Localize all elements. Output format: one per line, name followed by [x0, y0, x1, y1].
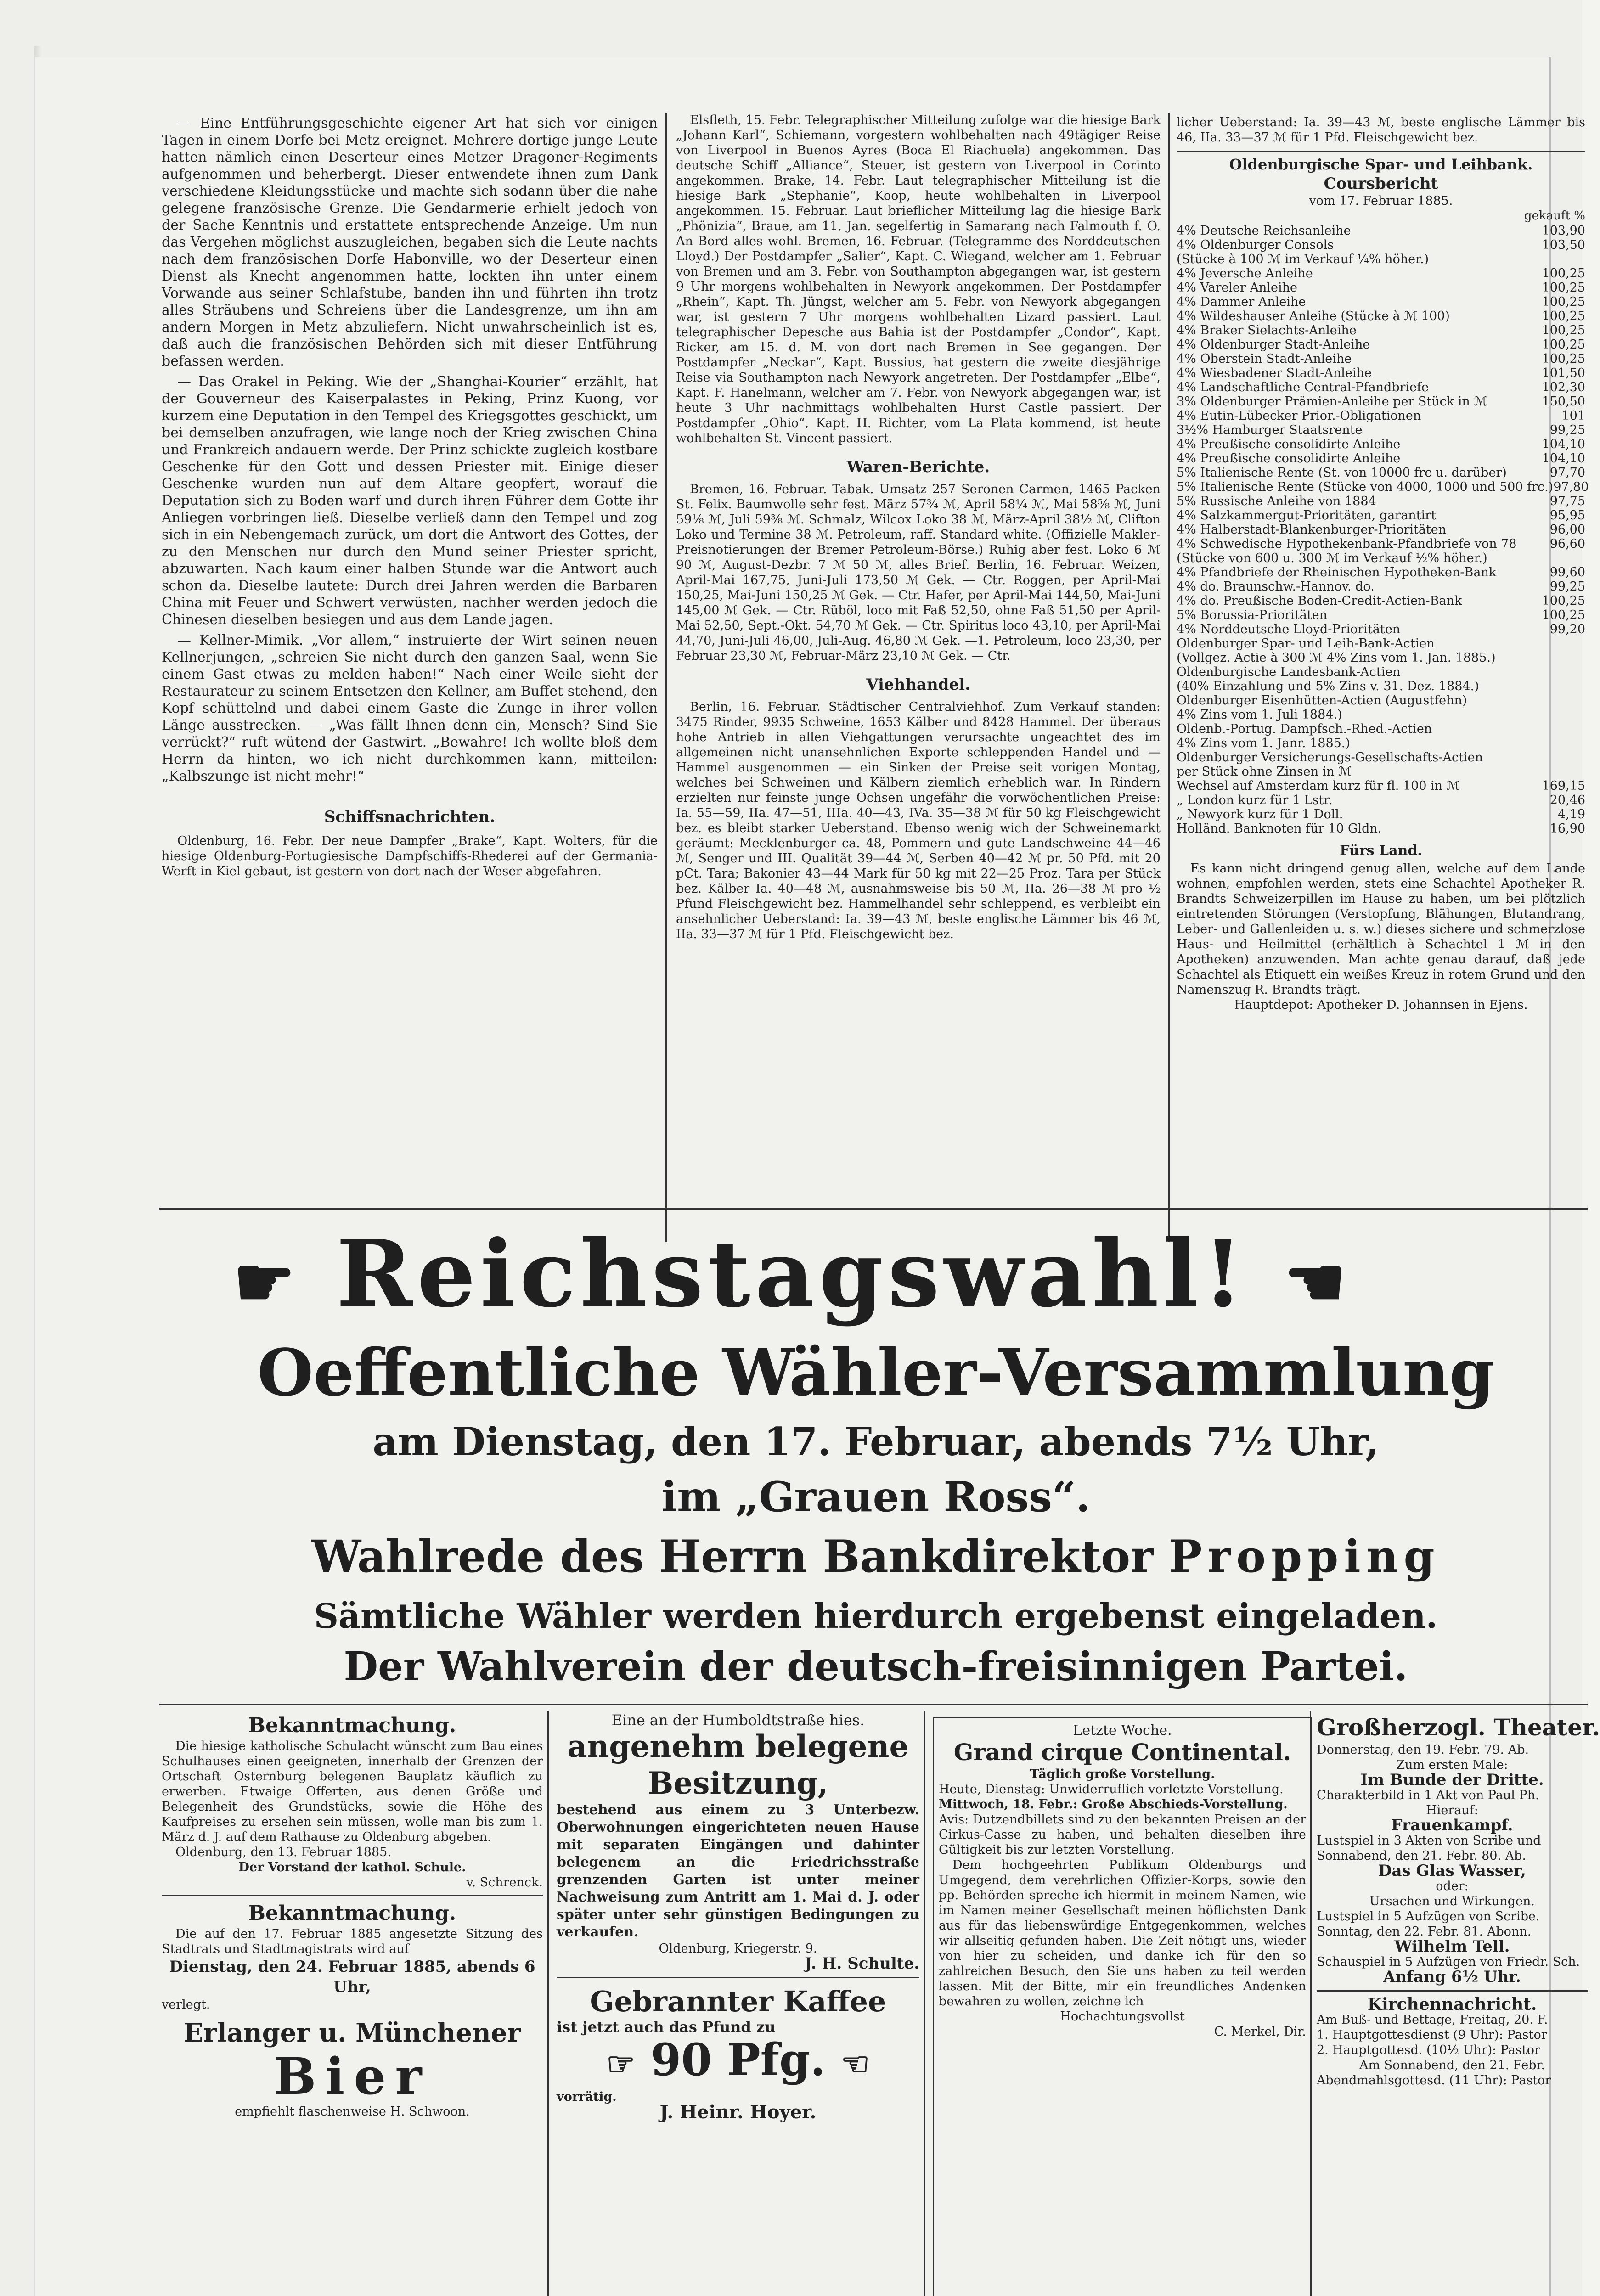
coursbericht-row	[1177, 266, 1585, 281]
coursbericht-row	[1177, 807, 1585, 822]
security-price	[1530, 765, 1585, 779]
security-price	[1530, 636, 1585, 651]
security-price: 96,60	[1549, 537, 1585, 551]
coursbericht-row	[1177, 466, 1585, 480]
security-name: Oldenburger Eisenhütten-Actien (Augustfehn)	[1177, 693, 1467, 708]
circus-signature: C. Merkel, Dir.	[1214, 2025, 1306, 2039]
heading-fuers-land: Fürs Land.	[1340, 843, 1422, 859]
security-price: 99,25	[1549, 580, 1585, 594]
theater-line-3: Im Bunde der Dritte.	[1360, 1771, 1544, 1789]
bekanntmachung2-heading: Bekanntmachung.	[248, 1902, 456, 1925]
coursbericht-row	[1177, 665, 1585, 679]
theater-line-4: Charakterbild in 1 Akt von Paul Ph.	[1317, 1788, 1539, 1802]
security-price: 103,90	[1542, 224, 1585, 238]
security-price: 100,25	[1542, 608, 1585, 622]
kaffee-vorraetig: vorrätig.	[557, 2090, 617, 2104]
security-name: Oldenb.-Portug. Dampfsch.-Rhed.-Actien	[1177, 722, 1432, 736]
coursbericht-row	[1177, 409, 1585, 423]
coursbericht-row	[1177, 323, 1585, 338]
theater-line-12: Lustspiel in 5 Aufzügen von Scribe.	[1317, 1909, 1540, 1924]
coursbericht-row	[1177, 793, 1585, 807]
kirchennachricht-line-5: Abendmahlsgottesd. (11 Uhr): Pastor	[1317, 2073, 1551, 2088]
coursbericht-row	[1177, 693, 1585, 708]
security-price: 16,90	[1549, 822, 1585, 836]
security-price: 100,25	[1542, 309, 1585, 323]
security-name: 4% Eutin-Lübecker Prior.-Obligationen	[1177, 409, 1421, 423]
circus-sub: Täglich große Vorstellung.	[1030, 1767, 1215, 1781]
security-price: 150,50	[1542, 394, 1585, 409]
coursbericht-table	[1177, 224, 1589, 836]
banner-speaker	[164, 1527, 1588, 1587]
coursbericht-row	[1177, 565, 1585, 580]
security-price	[1530, 736, 1585, 750]
theater-line-7: Lustspiel in 3 Akten von Scribe und	[1317, 1834, 1541, 1848]
coursbericht-row	[1177, 281, 1585, 295]
pointing-hand-left-icon: ☛	[233, 1242, 300, 1322]
security-name: „ Newyork kurz für 1 Doll.	[1177, 807, 1343, 822]
ship-news-oldenburg: Oldenburg, 16. Febr. Der neue Dampfer „Brake“, Kapt. Wolters, für die hiesige Oldenburg-Portugiesische Dampfschiffs-Rhederei auf der Germania-Werft in Kiel gebaut, ist gestern von dort nach der Weser abgefahren.	[162, 834, 658, 878]
besitzung-place: Oldenburg, Kriegerstr. 9.	[659, 1941, 817, 1956]
coursbericht-row	[1177, 366, 1585, 380]
security-price: 100,25	[1542, 594, 1585, 608]
ad-bekanntmachung-schule	[162, 1713, 543, 2291]
security-price: 97,75	[1549, 494, 1585, 508]
security-price: 104,10	[1542, 451, 1585, 466]
security-price: 104,10	[1542, 437, 1585, 451]
kirchennachricht-line-3: 2. Hauptgottesd. (10½ Uhr): Pastor	[1317, 2043, 1540, 2057]
coursbericht-row	[1177, 523, 1585, 537]
theater-line-10: oder:	[1436, 1879, 1469, 1893]
security-name: 4% Zins vom 1. Janr. 1885.)	[1177, 736, 1350, 750]
circus-close: Hochachtungsvollst	[1060, 2009, 1185, 2024]
security-price: 169,15	[1542, 779, 1585, 793]
column-divider	[924, 1711, 925, 2296]
security-name: 3% Oldenburger Prämien-Anleihe per Stück in ℳ	[1177, 394, 1487, 409]
security-price	[1530, 708, 1585, 722]
besitzung-title: Besitzung,	[648, 1765, 828, 1801]
bier-ad-heading: Erlanger u. Münchener	[184, 2018, 521, 2048]
security-name: 4% Jeversche Anleihe	[1177, 266, 1313, 281]
coursbericht-row	[1177, 651, 1585, 665]
security-price: 100,25	[1542, 323, 1585, 338]
banner-wahlverein: Der Wahlverein der deutsch-freisinnigen Partei.	[344, 1643, 1408, 1690]
theater-line-2: Zum ersten Male:	[1396, 1758, 1508, 1772]
coursbericht-row	[1177, 822, 1585, 836]
banner-top-rule	[159, 1208, 1588, 1210]
coursbericht-row	[1177, 508, 1585, 523]
security-name: per Stück ohne Zinsen in ℳ	[1177, 765, 1352, 779]
kirchennachricht-line-2: 1. Hauptgottesdienst (9 Uhr): Pastor	[1317, 2028, 1547, 2042]
coursbericht-row	[1177, 451, 1585, 466]
bekanntmachung-date: Oldenburg, den 13. Februar 1885.	[175, 1845, 391, 1859]
security-name: Oldenburgische Landesbank-Actien	[1177, 665, 1401, 679]
security-name: Oldenburger Spar- und Leih-Bank-Actien	[1177, 636, 1435, 651]
security-price	[1530, 693, 1585, 708]
coursbericht-row	[1177, 423, 1585, 437]
besitzung-signature: J. H. Schulte.	[805, 1954, 919, 1973]
kaffee-seller: J. Heinr. Hoyer.	[659, 2101, 817, 2123]
bier-ad-title: Bier	[273, 2047, 431, 2106]
security-name: 4% Preußische consolidirte Anleihe	[1177, 451, 1401, 466]
security-price: 100,25	[1542, 266, 1585, 281]
security-price: 101	[1561, 409, 1585, 423]
theater-line-9: Das Glas Wasser,	[1378, 1862, 1526, 1880]
circus-wednesday: Mittwoch, 18. Febr.: Große Abschieds-Vorstellung.	[939, 1797, 1288, 1812]
fuers-land-depot: Hauptdepot: Apotheker D. Johannsen in Ejens.	[1234, 998, 1528, 1012]
coursbericht-row	[1177, 622, 1585, 636]
security-price	[1530, 750, 1585, 765]
bier-ad-seller: empfiehlt flaschenweise H. Schwoon.	[235, 2105, 470, 2119]
coursbericht-row	[1177, 580, 1585, 594]
security-name: 4% Landschaftliche Central-Pfandbriefe	[1177, 380, 1429, 394]
column-divider	[665, 113, 667, 1242]
coursbericht-row	[1177, 494, 1585, 508]
ad-theater	[1317, 1713, 1600, 2296]
theater-line-14: Wilhelm Tell.	[1394, 1937, 1510, 1956]
security-name: Holländ. Banknoten für 10 Gldn.	[1177, 822, 1382, 836]
security-name: „ London kurz für 1 Lstr.	[1177, 793, 1332, 807]
pointing-hand-left-icon: ☜	[840, 2045, 870, 2083]
security-price: 102,30	[1542, 380, 1585, 394]
security-name: 4% Zins vom 1. Juli 1884.)	[1177, 708, 1342, 722]
security-price: 99,20	[1549, 622, 1585, 636]
security-price: 96,00	[1549, 523, 1585, 537]
security-name: 4% Wildeshauser Anleihe (Stücke à ℳ 100)	[1177, 309, 1450, 323]
security-name: 5% Italienische Rente (St. von 10000 frc u. darüber)	[1177, 466, 1507, 480]
coursbericht-row	[1177, 765, 1585, 779]
bekanntmachung-text: Die hiesige katholische Schulacht wünscht zum Bau eines Schulhauses einen geeigneten, innerhalb der Grenzen der Ortschaft Osternburg belegenen Bauplatz käuflich zu erwerben. Etwaige Offerten, aus denen Größe und Belegenheit des Grundstücks, sowie die Höhe des Kaufpreises zu ersehen sein müssen, wolle man bis zum 1. März d. J. auf dem Rathause zu Oldenburg abgeben.	[162, 1739, 543, 1844]
security-price: 99,25	[1549, 423, 1585, 437]
coursbericht-row	[1177, 394, 1585, 409]
column-news	[162, 115, 658, 1208]
column-bank-report	[1177, 115, 1589, 1244]
kirchennachricht-heading: Kirchennachricht.	[1367, 1995, 1537, 2014]
coursbericht-row	[1177, 636, 1585, 651]
column-divider	[1310, 1711, 1311, 2296]
coursbericht-row	[1177, 537, 1585, 551]
coursbericht-row	[1177, 380, 1585, 394]
security-name: (40% Einzahlung und 5% Zins v. 31. Dez. 1884.)	[1177, 679, 1479, 693]
security-name: 4% Oldenburger Stadt-Anleihe	[1177, 338, 1370, 352]
bekanntmachung2-date: Dienstag, den 24. Februar 1885, abends 6 Uhr,	[169, 1958, 535, 1996]
security-name: 5% Russische Anleihe von 1884	[1177, 494, 1376, 508]
market-reports-text: Bremen, 16. Februar. Tabak. Umsatz 257 Seronen Carmen, 1465 Packen St. Felix. Baumwolle sehr fest. März 57¾ ℳ, April 58¼ ℳ, Mai 58⅝ ℳ, Juni 59⅛ ℳ, Juli 59⅜ ℳ. Schmalz, Wilcox Loko 38 ℳ, März-April 38½ ℳ, Clifton Loko und Termine 38 ℳ. Petroleum, raff. Standard white. (Offizielle Makler-Preisnotierungen der Bremer Petroleum-Börse.) Ruhig aber fest. Loko 6 ℳ 90 ℳ, August-Dezbr. 7 ℳ 50 ℳ, alles Brief. Berlin, 16. Februar. Weizen, April-Mai 167,75, Juni-Juli 173,50 ℳ Gek. — Ctr. Roggen, per April-Mai 150,25, Mai-Juni 150,25 ℳ Gek. — Ctr. Hafer, per April-Mai 144,50, Mai-Juni 145,00 ℳ Gek. — Ctr. Rüböl, loco mit Faß 52,50, ohne Faß 51,50 per April-Mai 52,50, Sept.-Okt. 54,70 ℳ Gek. — Ctr. Spiritus loco 43,10, per April-Mai 44,70, Juni-Juli 46,00, Juli-Aug. 46,80 ℳ Gek. —1. Petroleum, loco 23,30, per Februar 23,30 ℳ, Februar-März 23,10 ℳ Gek. — Ctr.	[676, 482, 1161, 663]
banner-venue: im „Grauen Ross“.	[661, 1473, 1090, 1521]
security-name: 4% Pfandbriefe der Rheinischen Hypotheken-Bank	[1177, 565, 1497, 580]
circus-heading: Grand cirque Continental.	[953, 1739, 1291, 1766]
heading-waren-berichte: Waren-Berichte.	[846, 458, 990, 476]
coursbericht-row	[1177, 708, 1585, 722]
coursbericht-date: vom 17. Februar 1885.	[1309, 194, 1453, 208]
heading-viehhandel: Viehhandel.	[866, 675, 970, 694]
security-price: 100,25	[1542, 295, 1585, 309]
security-price: 97,80	[1553, 480, 1589, 494]
circus-thanks: Dem hochgeehrten Publikum Oldenburgs und Umgegend, dem verehrlichen Offizier-Korps, sowie den pp. Behörden spreche ich hiermit in meinem Namen, wie im Namen meiner Gesellschaft meinen höflichsten Dank aus für das liebenswürdige Entgegenkommen, welches wir allseitig gefunden haben. Die Zeit nötigt uns, wieder von hier zu scheiden, und danke ich für den so zahlreichen Besuch, den Sie uns haben zu teil werden lassen. Mit der Bitte, mir ein freundliches Andenken bewahren zu wollen, zeichne ich	[939, 1858, 1306, 2009]
security-name: 3½% Hamburger Staatsrente	[1177, 423, 1363, 437]
coursbericht-row	[1177, 295, 1585, 309]
circus-avis: Avis: Dutzendbillets sind zu den bekannten Preisen an der Cirkus-Casse zu haben, und behalten dieselben ihre Gültigkeit bis zur letzten Vorstellung.	[939, 1812, 1306, 1857]
security-price	[1530, 665, 1585, 679]
coursbericht-row	[1177, 252, 1585, 266]
theater-line-1: Donnerstag, den 19. Febr. 79. Ab.	[1317, 1743, 1529, 1757]
security-name: 4% Deutsche Reichsanleihe	[1177, 224, 1351, 238]
security-name: Wechsel auf Amsterdam kurz für fl. 100 in ℳ	[1177, 779, 1460, 793]
theater-line-6: Frauenkampf.	[1391, 1816, 1513, 1835]
bekanntmachung-signer: v. Schrenck.	[466, 1875, 543, 1890]
coursbericht-row	[1177, 779, 1585, 793]
column-divider	[1168, 113, 1170, 1242]
bekanntmachung-heading: Bekanntmachung.	[248, 1714, 456, 1737]
coursbericht-row	[1177, 608, 1585, 622]
kaffee-price-value: 90 Pfg.	[650, 2034, 826, 2086]
coursbericht-row	[1177, 736, 1585, 750]
coursbericht-row	[1177, 437, 1585, 451]
security-price	[1530, 651, 1585, 665]
kirchennachricht-line-4: Am Sonnabend, den 21. Febr.	[1359, 2058, 1545, 2072]
besitzung-text: bestehend aus einem zu 3 Unterbezw. Oberwohnungen eingerichteten neuen Hause mit separaten Eingängen und dahinter belegenem an die Friedrichsstraße grenzenden Garten ist unter meiner Nachweisung zum Antritt am 1. Mai d. J. oder später unter sehr günstigen Bedingungen zu verkaufen.	[557, 1802, 919, 1940]
security-name: 4% Preußische consolidirte Anleihe	[1177, 437, 1401, 451]
cattle-market-text: Berlin, 16. Februar. Städtischer Centralviehhof. Zum Verkauf standen: 3475 Rinder, 9935 Schweine, 1653 Kälber und 8428 Hammel. Der überaus hohe Antrieb in allen Viehgattungen verursachte ungeachtet des im allgemeinen nicht unansehnlichen Exporte schleppenden Handel und — Hammel ausgenommen — ein Sinken der Preise seit vorigen Montag, welches bei Schweinen und Kälbern ziemlich erheblich war. In Rindern erzielten nur feinste junge Ochsen ungefähr die vorwöchentlichen Preise: Ia. 55—59, IIa. 47—51, IIIa. 40—43, IVa. 35—38 ℳ für 50 kg Fleischgewicht bez. es bleibt starker Ueberstand. Ebenso wenig wich der Schweinemarkt geräumt: Mecklenburger ca. 48, Pommern und gute Landschweine 44—46 ℳ, Senger und III. Qualität 39—44 ℳ, Serben 40—42 ℳ pr. 50 Pfd. mit 20 pCt. Tara; Bakonier 43—44 Mark für 50 kg mit 22—25 Proz. Tara per Stück bez. Kälber Ia. 40—48 ℳ, ausnahmsweise bis 50 ℳ, IIa. 26—38 ℳ pro ½ Pfund Fleischgewicht bez. Hammelhandel sehr schleppend, es verbleibt ein ansehnlicher Ueberstand: Ia. 39—43 ℳ, beste englische Lämmer bis 46 ℳ, IIa. 33—37 ℳ für 1 Pfd. Fleischgewicht bez.	[676, 700, 1161, 941]
security-price	[1530, 722, 1585, 736]
coursbericht-column-label: gekauft %	[1524, 209, 1585, 223]
kaffee-heading: Gebrannter Kaffee	[590, 1985, 886, 2018]
security-name: 4% Norddeutsche Lloyd-Prioritäten	[1177, 622, 1401, 636]
besitzung-heading: angenehm belegene	[567, 1728, 909, 1764]
banner-invitation: Sämtliche Wähler werden hierdurch ergebenst eingeladen.	[314, 1597, 1438, 1636]
security-price: 4,19	[1557, 807, 1585, 822]
circus-today: Heute, Dienstag: Unwiderruflich vorletzte Vorstellung.	[939, 1782, 1284, 1796]
security-price: 20,46	[1549, 793, 1585, 807]
security-name: (Vollgez. Actie à 300 ℳ 4% Zins vom 1. Jan. 1885.)	[1177, 651, 1496, 665]
theater-line-8: Sonnabend, den 21. Febr. 80. Ab.	[1317, 1849, 1526, 1863]
ad-besitzung	[557, 1713, 919, 2296]
banner-reichstagswahl	[35, 1221, 1549, 1335]
coursbericht-row	[1177, 338, 1585, 352]
coursbericht-row	[1177, 309, 1585, 323]
banner-speaker-intro: Wahlrede des Herrn Bankdirektor	[311, 1531, 1154, 1582]
newspaper-page	[34, 57, 1600, 2296]
bekanntmachung2-text: Die auf den 17. Februar 1885 angesetzte Sitzung des Stadtrats und Stadtmagistrats wird auf	[162, 1927, 543, 1956]
security-price	[1530, 252, 1585, 266]
security-name: 4% Oberstein Stadt-Anleihe	[1177, 352, 1352, 366]
heading-coursbericht: Coursbericht	[1324, 174, 1438, 193]
coursbericht-row	[1177, 224, 1585, 238]
bekanntmachung2-verlegt: verlegt.	[162, 1998, 210, 2012]
security-name: 4% Vareler Anleihe	[1177, 281, 1298, 295]
security-name: 4% Schwedische Hypothekenbank-Pfandbriefe von 78	[1177, 537, 1517, 551]
security-name: (Stücke von 600 u. 300 ℳ im Verkauf ½% höher.)	[1177, 551, 1487, 565]
security-name: 4% Halberstadt-Blankenburger-Prioritäten	[1177, 523, 1447, 537]
security-name: 4% Wiesbadener Stadt-Anleihe	[1177, 366, 1372, 380]
coursbericht-row	[1177, 594, 1585, 608]
pointing-hand-right-icon: ☚	[1284, 1242, 1351, 1322]
coursbericht-row	[1177, 750, 1585, 765]
security-price	[1530, 551, 1585, 565]
security-price: 95,95	[1549, 508, 1585, 523]
ad-circus	[933, 1717, 1312, 2296]
besitzung-intro: Eine an der Humboldtstraße hies.	[611, 1711, 865, 1729]
security-name: 4% Dammer Anleihe	[1177, 295, 1306, 309]
security-price: 101,50	[1542, 366, 1585, 380]
theater-line-15: Schauspiel in 5 Aufzügen von Friedr. Sch.	[1317, 1955, 1580, 1969]
banner-title: Reichstagswahl!	[336, 1220, 1248, 1328]
banner-bottom-rule	[159, 1704, 1588, 1705]
coursbericht-row	[1177, 480, 1589, 494]
column-shipping-markets	[676, 113, 1161, 1247]
security-price: 100,25	[1542, 338, 1585, 352]
security-name: 4% do. Preußische Boden-Credit-Actien-Bank	[1177, 594, 1462, 608]
coursbericht-row	[1177, 238, 1585, 252]
coursbericht-row	[1177, 551, 1585, 565]
theater-line-11: Ursachen und Wirkungen.	[1369, 1894, 1535, 1908]
banner-date: am Dienstag, den 17. Februar, abends 7½ Uhr,	[372, 1419, 1379, 1464]
bekanntmachung-signature: Der Vorstand der kathol. Schule.	[238, 1860, 466, 1874]
column-divider	[547, 1711, 549, 2296]
security-name: 4% Salzkammergut-Prioritäten, garantirt	[1177, 508, 1436, 523]
theater-heading: Großherzogl. Theater.	[1317, 1714, 1600, 1741]
coursbericht-row	[1177, 679, 1585, 693]
fuers-land-text: Es kann nicht dringend genug allen, welche auf dem Lande wohnen, empfohlen werden, stets eine Schachtel Apotheker R. Brandts Schweizerpillen im Hause zu haben, um bei plötzlich eintretenden Störungen (Verstopfung, Blähungen, Blutandrang, Leber- und Gallenleiden u. s. w.) dieses sichere und schmerzlose Haus- und Heilmittel (erhältlich à Schachtel 1 ℳ in den Apotheken) anzuwenden. Man achte genau darauf, daß jede Schachtel als Etiquett ein weißes Kreuz in rotem Grund und den Namenszug R. Brandts trägt.	[1177, 861, 1585, 997]
security-price: 103,50	[1542, 238, 1585, 252]
security-price: 100,25	[1542, 352, 1585, 366]
article-kellner: — Kellner-Mimik. „Vor allem,“ instruierte der Wirt seinen neuen Kellnerjungen, „schreien Sie nicht durch den ganzen Saal, wenn Sie einem Gast etwas zu melden haben!“ Nach einer Weile sieht der Restaurateur zu seinem Entsetzen den Kellner, am Buffet stehend, den Kopf schüttelnd und dabei einem Gaste die Zunge in ihrer vollen Länge ausstrecken. — „Was fällt Ihnen denn ein, Mensch? Sind Sie verrückt?“ ruft wütend der Gastwirt. „Bewahre! Ich wollte bloß dem Herrn da hinten, wo ich nicht durchkommen kann, mitteilen: „Kalbszunge ist nicht mehr!“	[162, 632, 658, 784]
security-price: 100,25	[1542, 281, 1585, 295]
coursbericht-row	[1177, 352, 1585, 366]
theater-line-16: Anfang 6½ Uhr.	[1383, 1968, 1521, 1986]
security-name: (Stücke à 100 ℳ im Verkauf ¼% höher.)	[1177, 252, 1429, 266]
ship-news-text: Elsfleth, 15. Febr. Telegraphischer Mitteilung zufolge war die hiesige Bark „Johann Karl“, Schiemann, vorgestern wohlbehalten nach 49tägiger Reise von Liverpool in Buenos Ayres (Boca El Riachuela) angekommen. Das deutsche Schiff „Alliance“, Steuer, ist gestern von Liverpool in Corinto angekommen. Brake, 14. Febr. Laut telegraphischer Mitteilung ist die hiesige Bark „Stephanie“, Koop, heute wohlbehalten in Liverpool angekommen. 15. Februar. Laut brieflicher Mitteilung lag die hiesige Bark „Phönizia“, Braue, am 11. Jan. segelfertig in Samarang nach Falmouth f. O. An Bord alles wohl. Bremen, 16. Februar. (Telegramme des Norddeutschen Lloyd.) Der Postdampfer „Salier“, Kapt. C. Wiegand, welcher am 1. Februar von Bremen und am 3. Febr. von Southampton abgegangen war, ist gestern 9 Uhr morgens wohlbehalten in Newyork angekommen. Der Postdampfer „Rhein“, Kapt. Th. Jüngst, welcher am 5. Febr. von Newyork abgegangen war, ist gestern 7 Uhr morgens wohlbehalten Lizard passiert. Laut telegraphischer Depesche aus Bahia ist der Postdampfer „Condor“, Kapt. Ricker, am 15. d. M. von dort nach Bremen in See gegangen. Der Postdampfer „Neckar“, Kapt. Bussius, hat gestern die zweite diesjährige Reise via Southampton nach Newyork angetreten. Der Postdampfer „Elbe“, Kapt. F. Hanelmann, welcher am 7. Febr. von Newyork abgegangen war, ist heute 3 Uhr nachmittags wohlbehalten Hurst Castle passiert. Der Postdampfer „Ohio“, Kapt. H. Richter, vom La Plata kommend, ist heute wohlbehalten St. Vincent passiert.	[676, 113, 1161, 445]
pointing-hand-right-icon: ☞	[606, 2045, 636, 2083]
article-orakel: — Das Orakel in Peking. Wie der „Shanghai-Kourier“ erzählt, hat der Gouverneur des Kaiserpalastes in Peking, Prinz Kuong, vor kurzem eine Deputation in den Tempel des Kriegsgottes geschickt, um bei demselben anzufragen, wie lange noch der Krieg zwischen China und Frankreich andauern werde. Der Prinz schickte zugleich kostbare Geschenke für den Gott und dessen Priester mit. Einige dieser Geschenke wurden nun auf dem Altare geopfert, worauf die Deputation sich zu Boden warf und durch ihren Führer dem Gotte ihr Anliegen vorbringen ließ. Dieselbe verließ dann den Tempel und zog sich in ein Nebengemach zurück, um dort die Antwort des Gottes, der zu den Menschen nur durch den Mund seiner Priester spricht, abzuwarten. Nach kaum einer halben Stunde war die Antwort auch schon da. Dieselbe lautete: Durch drei Jahren werden die Barbaren China mit Feuer und Schwert verwüsten, nachher werden jedoch die Chinesen dieselben besiegen und aus dem Lande jagen.	[162, 374, 658, 628]
article-entfuehrung: — Eine Entführungsgeschichte eigener Art hat sich vor einigen Tagen in einem Dorfe bei Metz ereignet. Mehrere dortige junge Leute hatten nämlich einen Deserteur eines Metzer Dragoner-Regiments aufgenommen und beherbergt. Dieser entwendete ihnen zum Dank verschiedene Kleidungsstücke und machte sich sodann über die nahe gelegene französische Grenze. Die Gendarmerie erhielt jedoch von der Sache Kenntnis und erstattete entsprechende Anzeige. Um nun das Vergehen möglichst auszugleichen, begaben sich die Leute nachts nach dem französischen Dorfe Habonville, wo der Deserteur einen Dienst als Knecht angenommen hatte, lockten ihn unter einem Vorwande aus seiner Schlafstube, banden ihn und führten ihn trotz alles Sträubens und Schreiens über die Landesgrenze, um ihn am andern Morgen in Metz abzuliefern. Nicht unwahrscheinlich ist es, daß auch die französischen Behörden sich mit dieser Entführung befassen werden.	[162, 115, 658, 369]
security-name: 4% do. Braunschw.-Hannov. do.	[1177, 580, 1375, 594]
security-name: 4% Braker Sielachts-Anleihe	[1177, 323, 1357, 338]
banner-versammlung: Oeffentliche Wähler-Versammlung	[257, 1335, 1494, 1411]
heading-spar-und-leihbank: Oldenburgische Spar- und Leihbank.	[1229, 156, 1533, 173]
security-price	[1530, 679, 1585, 693]
kirchennachricht-line-1: Am Buß- und Bettage, Freitag, 20. F.	[1317, 2013, 1548, 2027]
theater-line-5: Hierauf:	[1426, 1803, 1478, 1818]
security-name: 5% Italienische Rente (Stücke von 4000, 1000 und 500 frc.)	[1177, 480, 1554, 494]
kaffee-text: ist jetzt auch das Pfund zu	[557, 2018, 776, 2036]
coursbericht-row	[1177, 722, 1585, 736]
theater-line-13: Sonntag, den 22. Febr. 81. Abonn.	[1317, 1925, 1532, 1939]
banner-speaker-name: Propping	[1169, 1531, 1440, 1582]
cattle-market-carry: licher Ueberstand: Ia. 39—43 ℳ, beste englische Lämmer bis 46, IIa. 33—37 ℳ für 1 Pfd. Fleischgewicht bez.	[1177, 115, 1585, 145]
security-name: 5% Borussia-Prioritäten	[1177, 608, 1328, 622]
security-price: 99,60	[1549, 565, 1585, 580]
heading-schiffsnachrichten: Schiffsnachrichten.	[324, 808, 496, 826]
security-price: 97,70	[1549, 466, 1585, 480]
security-name: 4% Oldenburger Consols	[1177, 238, 1334, 252]
security-name: Oldenburger Versicherungs-Gesellschafts-Actien	[1177, 750, 1483, 765]
kaffee-price	[557, 2035, 919, 2089]
circus-pre: Letzte Woche.	[1073, 1722, 1172, 1739]
